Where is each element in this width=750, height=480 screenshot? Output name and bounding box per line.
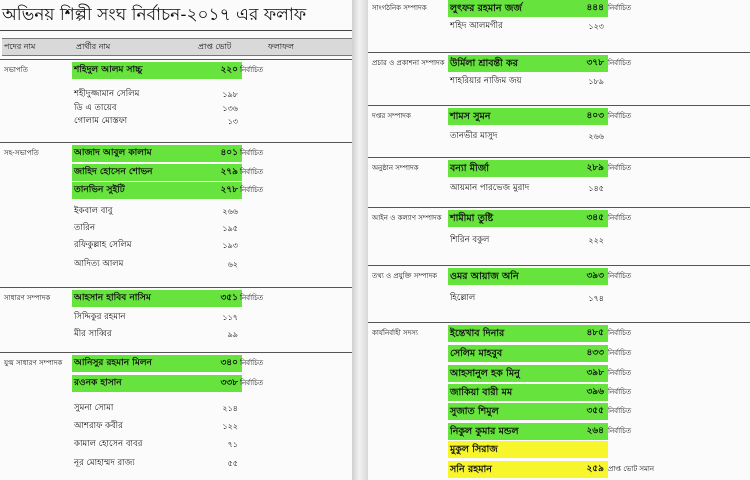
table-row xyxy=(368,108,750,125)
votes-cell: ৪০৩ xyxy=(586,111,604,121)
votes-cell: ৩৫১ xyxy=(220,293,238,303)
position-cell: যুগ্ম সাধারণ সম্পাদক xyxy=(4,359,63,367)
votes-cell: ১৩৬ xyxy=(222,104,238,113)
position-cell: আইন ও কল্যাণ সম্পাদক xyxy=(372,214,442,222)
table-row xyxy=(368,128,750,145)
votes-cell: ১২২ xyxy=(222,422,238,431)
table-row xyxy=(368,290,750,307)
candidate-name-cell: শহীদুজ্জামান সেলিম xyxy=(74,89,140,99)
votes-cell: ৭১ xyxy=(227,440,238,449)
table-row xyxy=(0,436,352,453)
result-cell: নির্বাচিত xyxy=(240,294,264,302)
candidate-name-cell: তানভীর মাসুদ xyxy=(450,131,498,141)
table-row xyxy=(368,232,750,249)
votes-cell: ৩৩৮ xyxy=(220,378,238,388)
candidate-name-cell: শহিদুল আলম সাচ্চু xyxy=(72,62,242,79)
page-title: অভিনয় শিল্পী সংঘ নির্বাচন-২০১৭ এর ফলাফ xyxy=(0,0,352,31)
votes-cell: ২৬৪ xyxy=(586,426,604,436)
candidate-name-cell: মুকুল সিরাজ xyxy=(448,441,608,458)
candidate-name-cell: সুজাত শিমুল xyxy=(448,403,608,420)
right-results-page xyxy=(368,0,750,480)
position-cell: সভাপতি xyxy=(4,66,28,74)
table-row xyxy=(0,113,352,130)
table-row xyxy=(368,423,750,440)
votes-cell: ১৩ xyxy=(227,117,238,126)
result-cell: নির্বাচিত xyxy=(608,272,632,280)
candidate-name-cell: লুৎফর রহমান জর্জ xyxy=(448,0,608,17)
candidate-name-cell: জাহিদ হোসেন শোভন xyxy=(72,164,242,181)
table-row xyxy=(0,203,352,220)
header-candidate: প্রার্থীর নাম xyxy=(76,42,111,51)
result-cell: নির্বাচিত xyxy=(240,66,264,74)
result-cell: নির্বাচিত xyxy=(240,186,264,194)
table-row xyxy=(368,461,750,478)
position-cell: প্রচার ও প্রকাশনা সম্পাদক xyxy=(372,59,445,67)
votes-cell: ২৭৮ xyxy=(220,185,238,195)
candidate-name-cell: তারিন xyxy=(74,223,96,233)
result-cell: নির্বাচিত xyxy=(608,369,632,377)
table-row xyxy=(0,418,352,435)
candidate-name-cell: আশরাফ কবীর xyxy=(74,421,123,431)
candidate-name-cell: আজাদ আবুল কালাম xyxy=(72,145,242,162)
votes-cell: ১৭৪ xyxy=(588,294,604,303)
table-row xyxy=(368,210,750,227)
candidate-name-cell: শিরিন বকুল xyxy=(450,235,490,245)
table-row xyxy=(0,237,352,254)
table-row xyxy=(0,400,352,417)
table-row xyxy=(0,182,352,199)
votes-cell: ৪৩৩ xyxy=(586,348,604,358)
candidate-name-cell: আহসান হাবিব নাসিম xyxy=(72,290,242,307)
votes-cell: ১২৩ xyxy=(588,22,604,31)
votes-cell: ২৬৬ xyxy=(222,207,238,216)
result-cell: নির্বাচিত xyxy=(608,214,632,222)
votes-cell: ১১৭ xyxy=(222,313,238,322)
candidate-name-cell: গোলাম মোস্তফা xyxy=(74,116,128,126)
table-row xyxy=(0,256,352,273)
table-row xyxy=(368,441,750,458)
section-divider xyxy=(0,352,352,353)
result-cell: নির্বাচিত xyxy=(608,388,632,396)
votes-cell: ২২২ xyxy=(588,236,604,245)
header-votes: প্রাপ্ত ভোট xyxy=(198,42,232,51)
candidate-name-cell: মীর সাব্বির xyxy=(74,329,112,339)
votes-cell: ৬২ xyxy=(227,260,238,269)
votes-cell: ১৮৯ xyxy=(588,77,604,86)
table-row xyxy=(0,309,352,326)
position-cell: দপ্তর সম্পাদক xyxy=(372,112,411,120)
candidate-name-cell: আদিত্য আলম xyxy=(74,259,124,269)
candidate-name-cell: আয়মান পারভেজ মুরাদ xyxy=(450,183,530,193)
candidate-name-cell: ডি এ তায়েব xyxy=(74,103,117,113)
votes-cell: ১৯৮ xyxy=(222,90,238,99)
votes-cell: ২৭৯ xyxy=(220,167,238,177)
votes-cell: ৪৮৫ xyxy=(586,328,604,338)
table-row xyxy=(368,55,750,72)
result-cell: নির্বাচিত xyxy=(240,149,264,157)
left-results-page xyxy=(0,0,352,480)
section-divider xyxy=(0,287,352,288)
candidate-name-cell: শাহরিয়ার নাজিম জয় xyxy=(450,76,522,86)
position-cell: তথ্য ও প্রযুক্তি সম্পাদক xyxy=(372,272,438,280)
candidate-name-cell: রফিকুল্লাহ সেলিম xyxy=(74,240,132,250)
votes-cell: ৩৪০ xyxy=(220,358,238,368)
position-cell: সাধারণ সম্পাদক xyxy=(4,294,51,302)
votes-cell: ৫৫ xyxy=(227,459,238,468)
result-cell: নির্বাচিত xyxy=(240,168,264,176)
candidate-name-cell: নিকুল কুমার মন্ডল xyxy=(448,423,608,440)
position-cell: অনুষ্ঠান সম্পাদক xyxy=(372,164,419,172)
votes-cell: ২৬৬ xyxy=(588,132,604,141)
section-divider xyxy=(368,52,750,53)
table-row xyxy=(368,345,750,362)
candidate-name-cell: শামীমা তুষ্টি xyxy=(448,210,608,227)
votes-cell: ৪০১ xyxy=(220,148,238,158)
result-cell: নির্বাচিত xyxy=(608,59,632,67)
table-row xyxy=(368,384,750,401)
candidate-name-cell: আহসানুল হক মিনু xyxy=(448,365,608,382)
position-cell: সহ-সভাপতি xyxy=(4,149,39,157)
candidate-name-cell: সুমনা সোমা xyxy=(74,403,114,413)
candidate-name-cell: কামাল হোসেন বাবর xyxy=(74,439,143,449)
candidate-name-cell: উর্মিলা শ্রাবন্তী কর xyxy=(448,55,608,72)
result-cell: নির্বাচিত xyxy=(608,407,632,415)
candidate-name-cell: তানভিন সুইটি xyxy=(72,182,242,199)
votes-cell: ৯৯ xyxy=(227,330,238,339)
header-result: ফলাফল xyxy=(268,42,294,51)
votes-cell: ১৯৫ xyxy=(222,224,238,233)
table-row xyxy=(368,18,750,35)
table-row xyxy=(368,0,750,17)
table-row xyxy=(368,325,750,342)
table-row xyxy=(0,326,352,343)
votes-cell: ১৪৫ xyxy=(588,184,604,193)
votes-cell: ৩৯৮ xyxy=(586,368,604,378)
table-row xyxy=(368,403,750,420)
table-row xyxy=(368,365,750,382)
table-row xyxy=(0,290,352,307)
table-row xyxy=(0,355,352,372)
result-cell: নির্বাচিত xyxy=(608,329,632,337)
candidate-name-cell: ওমর আয়াজ অনি xyxy=(448,268,608,285)
votes-cell: ৩৭৮ xyxy=(586,58,604,68)
candidate-name-cell: জাকিয়া বারী মম xyxy=(448,384,608,401)
section-divider xyxy=(368,105,750,106)
votes-cell: ২৮৯ xyxy=(586,163,604,173)
candidate-name-cell: রওনক হাসান xyxy=(72,375,242,392)
votes-cell: ৩৪৫ xyxy=(586,213,604,223)
candidate-name-cell: বন্যা মীর্জা xyxy=(448,160,608,177)
result-cell: নির্বাচিত xyxy=(608,349,632,357)
section-divider xyxy=(0,142,352,143)
result-cell: নির্বাচিত xyxy=(608,427,632,435)
table-row xyxy=(0,145,352,162)
candidate-name-cell: ইকবাল বাবু xyxy=(74,206,113,216)
candidate-name-cell: আনিসুর রহমান মিলন xyxy=(72,355,242,372)
result-cell: নির্বাচিত xyxy=(240,379,264,387)
table-row xyxy=(0,455,352,472)
table-row xyxy=(0,375,352,392)
votes-cell: ২৫৯ xyxy=(586,464,604,474)
votes-cell: ৩৫৫ xyxy=(586,406,604,416)
table-row xyxy=(0,220,352,237)
result-cell: নির্বাচিত xyxy=(240,359,264,367)
table-header xyxy=(2,38,352,56)
section-divider xyxy=(368,265,750,266)
table-row xyxy=(368,268,750,285)
votes-cell: ১৯৩ xyxy=(222,241,238,250)
candidate-name-cell: শামস সুমন xyxy=(448,108,608,125)
book-gutter xyxy=(352,0,368,480)
section-divider xyxy=(0,59,352,60)
result-cell: নির্বাচিত xyxy=(608,112,632,120)
candidate-name-cell: নূর মোহাম্মদ রাজ্য xyxy=(74,458,135,468)
votes-cell: ২২০ xyxy=(220,65,238,75)
header-position: পদের নাম xyxy=(4,42,36,51)
votes-cell: ৪৪৪ xyxy=(586,3,604,13)
candidate-name-cell: সেলিম মাহবুব xyxy=(448,345,608,362)
candidate-name-cell: সনি রহমান xyxy=(448,461,608,478)
candidate-name-cell: শহিদ আলমগীর xyxy=(450,21,503,31)
result-cell: প্রাপ্ত ভোট সমান xyxy=(608,465,655,473)
table-row xyxy=(0,164,352,181)
section-divider xyxy=(368,157,750,158)
section-divider xyxy=(368,207,750,208)
position-cell: কার্যনির্বাহী সদস্য xyxy=(372,329,418,337)
votes-cell: ৩৯৩ xyxy=(586,271,604,281)
section-divider xyxy=(368,322,750,323)
position-cell: সাংগঠনিক সম্পাদক xyxy=(372,4,427,12)
result-cell: নির্বাচিত xyxy=(608,164,632,172)
votes-cell: ২১৪ xyxy=(222,404,238,413)
table-row xyxy=(0,62,352,79)
table-row xyxy=(368,160,750,177)
candidate-name-cell: সিদ্দিকুর রহমান xyxy=(74,312,126,322)
result-cell: নির্বাচিত xyxy=(608,4,632,12)
candidate-name-cell: ইন্তেখাব দিনার xyxy=(448,325,608,342)
table-row xyxy=(368,73,750,90)
votes-cell: ৩৯৬ xyxy=(586,387,604,397)
table-row xyxy=(368,180,750,197)
candidate-name-cell: হিল্লোল xyxy=(450,293,476,303)
